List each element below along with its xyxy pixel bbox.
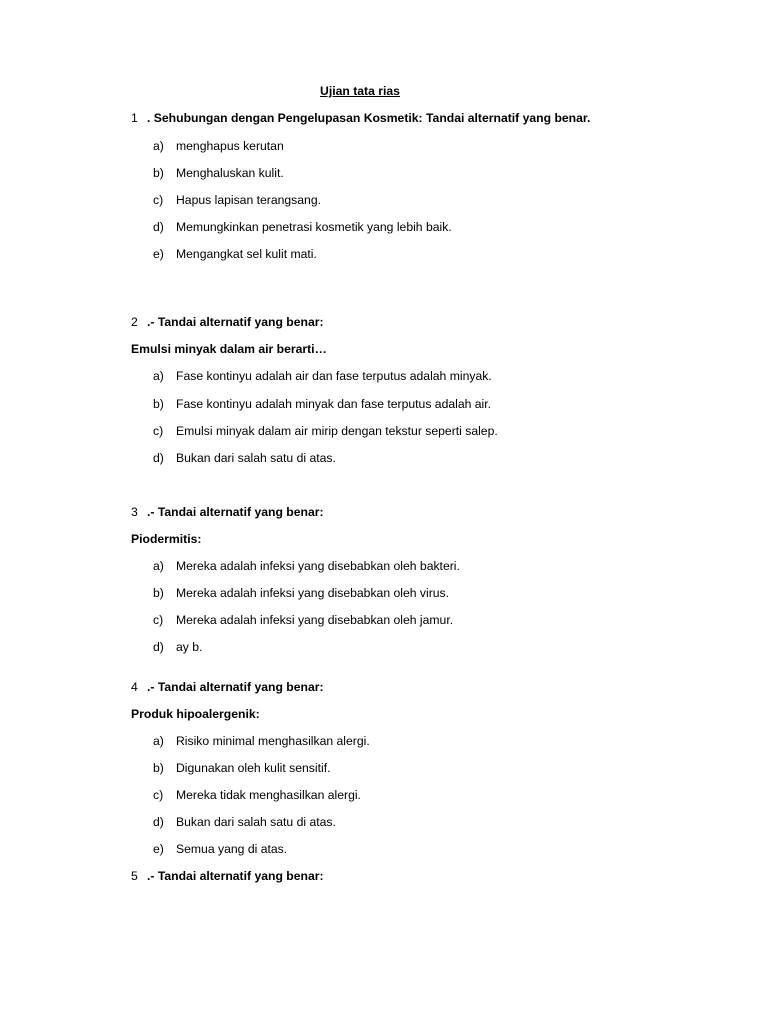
option-text: Bukan dari salah satu di atas. — [176, 815, 336, 829]
question-prompt: .- Tandai alternatif yang benar: — [147, 680, 324, 694]
question-2-option-b — [153, 397, 491, 411]
option-letter: b) — [153, 761, 164, 775]
option-letter: e) — [153, 247, 164, 261]
question-4-option-a — [153, 734, 370, 748]
question-1-option-b — [153, 166, 284, 180]
option-letter: a) — [153, 139, 164, 153]
option-text: menghapus kerutan — [176, 139, 284, 153]
question-number: 5 — [131, 869, 138, 883]
option-letter: c) — [153, 613, 164, 627]
question-number: 1 — [131, 111, 138, 125]
question-2-option-d — [153, 451, 336, 465]
question-2-option-a — [153, 369, 492, 383]
option-letter: a) — [153, 559, 164, 573]
option-text: Mereka adalah infeksi yang disebabkan oleh bakteri. — [176, 559, 460, 573]
option-text: Emulsi minyak dalam air mirip dengan tekstur seperti salep. — [176, 424, 498, 438]
question-1-heading — [131, 111, 590, 125]
option-text: Bukan dari salah satu di atas. — [176, 451, 336, 465]
question-number: 2 — [131, 315, 138, 329]
option-letter: c) — [153, 788, 164, 802]
option-letter: d) — [153, 220, 164, 234]
question-prompt: . Sehubungan dengan Pengelupasan Kosmetik: Tandai alternatif yang benar. — [147, 111, 591, 125]
option-text: Fase kontinyu adalah air dan fase terputus adalah minyak. — [176, 369, 492, 383]
option-text: Fase kontinyu adalah minyak dan fase terputus adalah air. — [176, 397, 492, 411]
question-prompt: .- Tandai alternatif yang benar: — [147, 315, 324, 329]
option-letter: e) — [153, 842, 164, 856]
question-4-option-b — [153, 761, 330, 775]
option-text: Digunakan oleh kulit sensitif. — [176, 761, 331, 775]
question-prompt: .- Tandai alternatif yang benar: — [147, 869, 324, 883]
option-letter: d) — [153, 815, 164, 829]
question-4-option-c — [153, 788, 361, 802]
option-letter: d) — [153, 640, 164, 654]
option-text: Mereka adalah infeksi yang disebabkan oleh virus. — [176, 586, 450, 600]
question-4-option-d — [153, 815, 336, 829]
option-letter: c) — [153, 193, 164, 207]
question-2-option-c — [153, 424, 498, 438]
question-1-option-e — [153, 247, 317, 261]
option-letter: b) — [153, 166, 164, 180]
option-letter: c) — [153, 424, 164, 438]
document-title: Ujian tata rias — [320, 84, 400, 98]
question-3-heading — [131, 505, 324, 519]
question-3-option-b — [153, 586, 449, 600]
option-letter: a) — [153, 369, 164, 383]
option-text: Semua yang di atas. — [176, 842, 288, 856]
option-letter: a) — [153, 734, 164, 748]
question-5-heading — [131, 869, 324, 883]
question-1-option-d — [153, 220, 452, 234]
question-1-option-a — [153, 139, 284, 153]
option-letter: b) — [153, 397, 164, 411]
question-3-stem: Piodermitis: — [131, 532, 202, 546]
option-letter: d) — [153, 451, 164, 465]
question-prompt: .- Tandai alternatif yang benar: — [147, 505, 324, 519]
question-2-stem: Emulsi minyak dalam air berarti… — [131, 342, 327, 356]
question-3-option-c — [153, 613, 453, 627]
question-4-heading — [131, 680, 324, 694]
question-4-option-e — [153, 842, 287, 856]
option-text: ay b. — [176, 640, 203, 654]
option-text: Risiko minimal menghasilkan alergi. — [176, 734, 370, 748]
question-3-option-a — [153, 559, 460, 573]
option-text: Hapus lapisan terangsang. — [176, 193, 321, 207]
question-3-option-d — [153, 640, 202, 654]
option-text: Mereka tidak menghasilkan alergi. — [176, 788, 361, 802]
question-number: 4 — [131, 680, 138, 694]
question-2-heading — [131, 315, 324, 329]
option-text: Mengangkat sel kulit mati. — [176, 247, 317, 261]
option-text: Mereka adalah infeksi yang disebabkan oleh jamur. — [176, 613, 454, 627]
option-text: Memungkinkan penetrasi kosmetik yang lebih baik. — [176, 220, 452, 234]
question-1-option-c — [153, 193, 321, 207]
question-number: 3 — [131, 505, 138, 519]
option-text: Menghaluskan kulit. — [176, 166, 284, 180]
question-4-stem: Produk hipoalergenik: — [131, 707, 260, 721]
option-letter: b) — [153, 586, 164, 600]
